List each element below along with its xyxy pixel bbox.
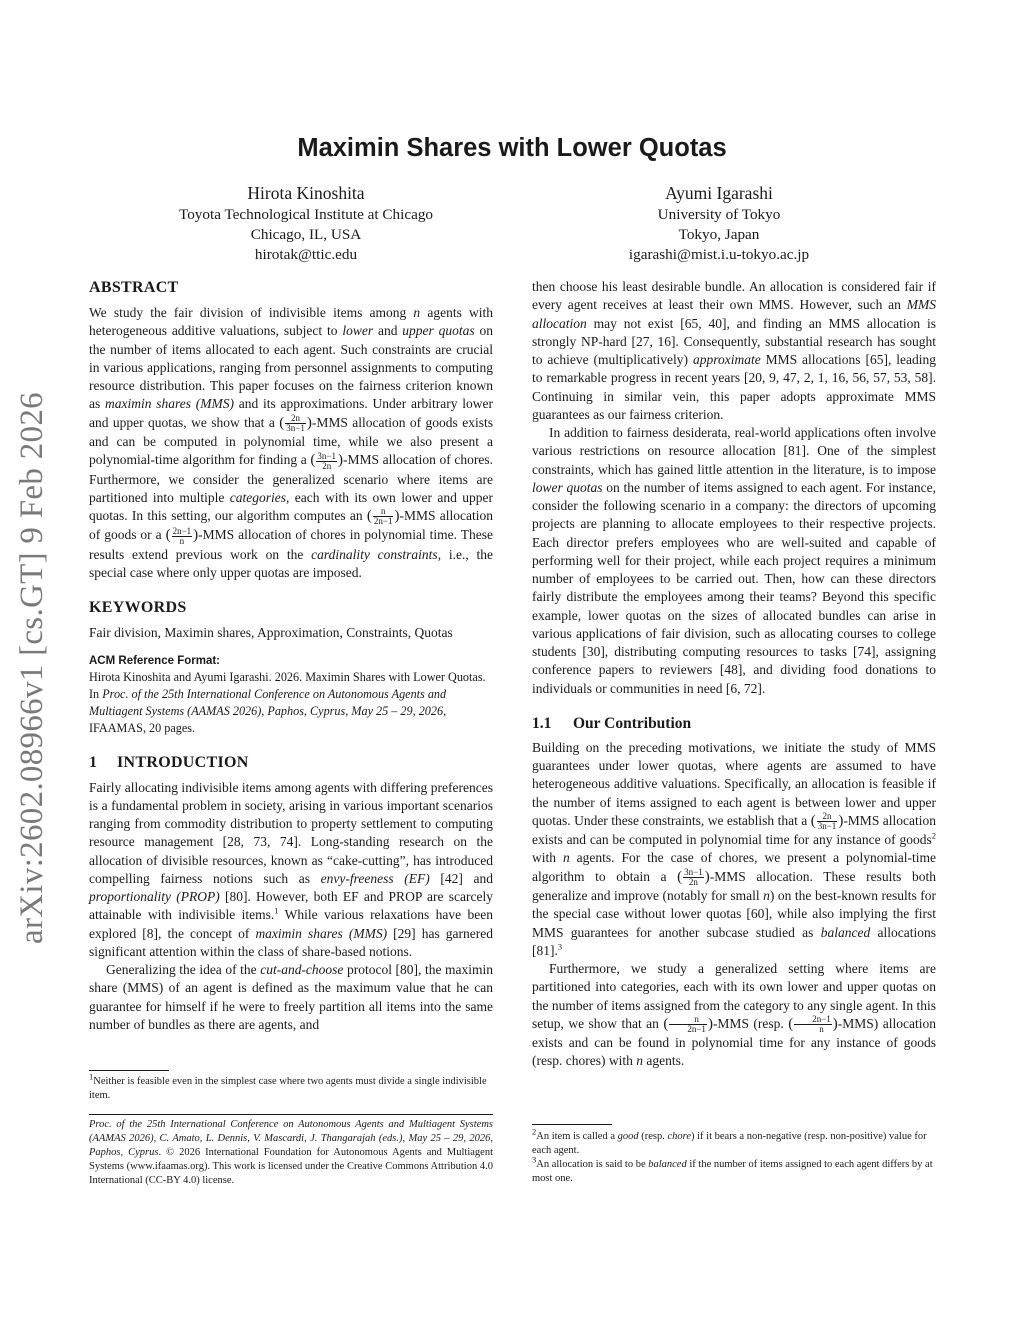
arxiv-identifier: arXiv:2602.08966v1 [cs.GT] 9 Feb 2026 — [14, 392, 50, 944]
footnote-marker[interactable]: 1 — [274, 905, 279, 916]
conference-rule — [89, 1114, 493, 1115]
acm-reference-heading: ACM Reference Format: — [89, 654, 220, 667]
author-block-1 — [140, 181, 472, 265]
abstract-heading: ABSTRACT — [89, 279, 179, 296]
footnote-2: $^2$An item is called a good (resp. chore) if it bears a non-negative (resp. non-positive) value for each agent. — [532, 1126, 927, 1156]
abstract-text: We study the fair division of indivisible items among n agents with heterogeneous additive valuations, subject to lower and upper quotas on the number of items allocated to each agent. Such constraints are crucial in various applications, ranging from personnel assignments to computing resource distribution. This paper focuses on the fairness criterion known as maximin shares (MMS) and its approximations. Under arbitrary lower and upper quotas, we show that a ( $\frac{2n}{3n-1}$ )-MMS allocation of goods exists and can be computed in polynomial time, while we also present a polynomial-time algorithm for finding a ( $\frac{3n-1}{2n}$ )-MMS allocation of chores. Furthermore, we consider the generalized scenario where items are partitioned into multiple categories, each with its own lower and upper quotas. In this setting, our algorithm computes an ( $\frac{n}{2n-1}$ )-MMS allocation of goods or a ( $\frac{2n-1}{n}$ )-MMS allocation of chores in polynomial time. These results extend previous work on the cardinality constraints, i.e., the special case where only upper quotas are imposed. — [89, 305, 494, 581]
fraction: $\frac{3n-1}{2n}$ — [317, 450, 336, 471]
intro-paragraph-2: Generalizing the idea of the cut-and-choose protocol [80], the maximin share (MMS) of an agent is defined as the maximum value that he can guarantee for himself if he were to freely partition all items into the same number of bundles as there are agents, and — [89, 962, 493, 1032]
footnote-marker[interactable]: 3 — [557, 941, 563, 952]
contribution-paragraph-2: Furthermore, we study a generalized setting where items are partitioned into categories, each with its own lower and upper quotas on the number of items assigned from the category to any single agent. In this setup, we show that an ( $\frac{n}{2n-1}$ )-MMS (resp. ( $\frac{2n-1}{n}$ )-MMS) allocation exists and can be found in polynomial time for any instance of goods (resp. chores) with n agents. — [532, 961, 936, 1069]
contribution-heading: 1.1 Our Contribution — [532, 714, 692, 732]
author-email[interactable]: hirotak@ttic.edu — [254, 246, 358, 263]
footnote-1: $^1$Neither is feasible even in the simplest case where two agents must divide a single indivisible item. — [89, 1071, 487, 1101]
left-column — [89, 278, 493, 1034]
fraction: $\frac{n}{2n-1}$ — [373, 506, 393, 527]
acm-reference-text: Hirota Kinoshita and Ayumi Igarashi. 2026. Maximin Shares with Lower Quotas. In Proc. of the 25th International Conference on Autonomous Agents and Multiagent Systems (AAMAS 2026), Paphos, Cyprus, May 25 – 29, 2026, IFAAMAS, 20 pages. — [89, 669, 486, 735]
contribution-paragraph-1: Building on the preceding motivations, we initiate the study of MMS guarantees under lower quotas, where agents are assumed to have heterogeneous additive valuations. Specifically, an allocation is feasible if the number of items assigned to each agent is between lower and upper quotas. Under these constraints, we establish that a ( $\frac{2n}{3n-1}$ )-MMS allocation exists and can be computed in polynomial time for any instance of goods$^2$ with n agents. For the case of chores, we present a polynomial-time algorithm to obtain a ( $\frac{3n-1}{2n}$ )-MMS allocation. These results both generalize and improve (notably for small n) on the best-known results for the special case without lower quotas [60], while also implying the first MMS guarantees for another subcase studied as balanced allocations [81].$^3$ — [532, 739, 937, 958]
fraction: $\frac{3n-1}{2n}$ — [684, 867, 703, 888]
fraction: $\frac{2n-1}{n}$ — [794, 1015, 832, 1034]
author-name: Hirota Kinoshita — [247, 183, 365, 203]
fraction: $\frac{2n-1}{n}$ — [172, 525, 192, 546]
paper-title: Maximin Shares with Lower Quotas — [297, 134, 727, 162]
keywords-heading: KEYWORDS — [89, 599, 187, 617]
intro-paragraph-4: In addition to fairness desiderata, real-world applications often involve various restrictions on resource allocation [81]. One of the simplest constraints, which has gained little attention in the literature, is to impose lower quotas on the number of items assigned to each agent. For instance, consider the following scenario in a company: the directors of upcoming projects are planning to allocate employees to their respective projects. Each director prefers employees who are well-suited and capable of performing well for their project, while each project requires a minimum number of employees to be carried out. Then, how can these directors fairly distribute the employees among their teams? Beyond this specific example, lower quotas on the sizes of allocated bundles can arise in various applications of fair division, such as allocating courses to college students [30], distributing computing resources to tasks [74], assigning conference papers to reviewers [48], and dividing food donations to individuals or communities in need [6, 72]. — [532, 425, 936, 696]
author-email[interactable]: igarashi@mist.i.u-tokyo.ac.jp — [628, 246, 810, 263]
footnote-3: $^3$An allocation is said to be balanced if the number of items assigned to each agent differs by at most one. — [532, 1154, 933, 1184]
footnote-marker[interactable]: 2 — [931, 830, 936, 841]
intro-paragraph-1: Fairly allocating indivisible items among agents with differing preferences is a fundamental problem in society, arising in various important scenarios ranging from commodity distribution to property settlement to computing resource management [28, 73, 74]. Long-standing research on the allocation of divisible resources, known as “cake-cutting”, has introduced compelling fairness notions such as envy-freeness (EF) [42] and proportionality (PROP) [80]. However, both EF and PROP are scarcely attainable with indivisible items.$^1$ While various relaxations have been explored [8], the concept of maximin shares (MMS) [29] has garnered significant attention within the class of share-based notions. — [89, 779, 494, 959]
footnote-rule — [89, 1070, 169, 1071]
footnote-rule — [532, 1124, 612, 1125]
author-location: Tokyo, Japan — [678, 226, 760, 243]
fraction: $\frac{2n}{3n-1}$ — [817, 811, 837, 832]
fraction: $\frac{2n}{3n-1}$ — [286, 412, 305, 433]
intro-paragraph-3: then choose his least desirable bundle. An allocation is considered fair if every agent receives at least their own MMS. However, such an MMS allocation may not exist [65, 40], and finding an MMS allocation is strongly NP-hard [27, 16]. Consequently, substantial research has sought to achieve (multiplicatively) approximate MMS allocations [65], leading to remarkable progress in recent years [20, 9, 47, 2, 1, 16, 56, 57, 53, 58]. Continuing in similar vein, this paper adopts approximate MMS guarantees as our fairness criterion. — [532, 279, 936, 422]
fraction: $\frac{n}{2n-1}$ — [669, 1015, 707, 1034]
author-block-2 — [552, 181, 886, 265]
right-column — [532, 278, 936, 1071]
author-location: Chicago, IL, USA — [250, 226, 362, 243]
author-affiliation: University of Tokyo — [657, 206, 781, 223]
conference-notice: Proc. of the 25th International Conference on Autonomous Agents and Multiagent Systems (AAMAS 2026), C. Amato, L. Dennis, V. Mascardi, J. Thangarajah (eds.), May 25 – 29, 2026, Paphos, Cyprus. © 2026 International Foundation for Autonomous Agents and Multiagent Systems (www.ifaamas.org). This work is licensed under the Creative Commons Attribution 4.0 International (CC-BY 4.0) license. — [89, 1119, 493, 1186]
keywords-text: Fair division, Maximin shares, Approximation, Constraints, Quotas — [89, 625, 453, 641]
author-affiliation: Toyota Technological Institute at Chicago — [178, 206, 434, 223]
author-name: Ayumi Igarashi — [665, 183, 773, 203]
introduction-heading: 1 INTRODUCTION — [89, 753, 249, 771]
